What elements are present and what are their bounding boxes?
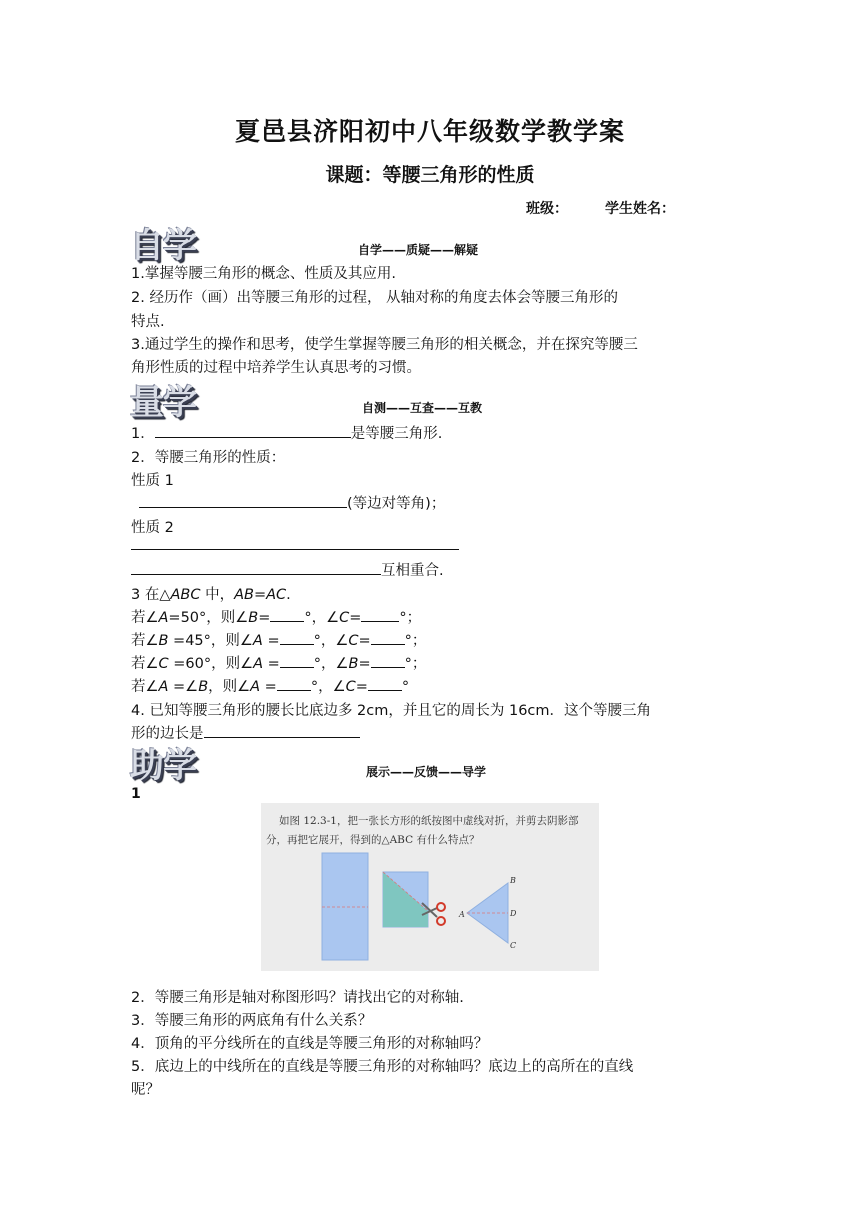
triangle-name: ABC (170, 587, 201, 603)
answer-blank[interactable] (371, 630, 405, 645)
property-1-text: (等边对等角)； (347, 496, 446, 512)
label-A: A (459, 910, 465, 919)
answer-blank[interactable] (155, 423, 351, 438)
answer-blank[interactable] (280, 630, 314, 645)
question-item-5-cont: 呢？ (131, 1082, 160, 1098)
angle-problem-2: 若∠B =45°，则∠A = °，∠C= °； (131, 629, 426, 650)
objective-line-5: 角形性质的过程中培养学生认真思考的习惯。 (131, 360, 421, 376)
section-heading-2: 自测——互查——互教 (362, 401, 483, 415)
question-item-4: 4．顶角的平分线所在的直线是等腰三角形的对称轴吗？ (131, 1036, 489, 1052)
question-3-text: 3 在△ (131, 587, 171, 603)
question-4-line-1: 4. 已知等腰三角形的腰长比底边多 2cm，并且它的周长为 16cm．这个等腰三角 (131, 703, 652, 719)
property-1-line (131, 492, 445, 513)
objective-line-1: 1.掌握等腰三角形的概念、性质及其应用. (131, 266, 396, 282)
label-D: D (510, 909, 517, 918)
page-title: 夏邑县济阳初中八年级数学教学案 (234, 117, 625, 146)
question-1-text: 是等腰三角形. (350, 426, 443, 442)
question-item-2: 2．等腰三角形是轴对称图形吗？请找出它的对称轴. (131, 990, 464, 1006)
figure-drawing (261, 803, 599, 971)
answer-blank[interactable] (139, 493, 347, 508)
figure-caption-2: 分，再把它展开，得到的△ABC 有什么特点？ (266, 834, 480, 846)
answer-blank[interactable] (131, 560, 381, 575)
item-number-1: 1 (131, 786, 141, 802)
question-3-text: 中， (200, 587, 235, 603)
question-1 (131, 422, 442, 443)
property-2-line (131, 559, 444, 580)
answer-blank[interactable] (368, 676, 402, 691)
lesson-topic: 课题：等腰三角形的性质 (325, 164, 535, 186)
section-heading-3: 展示——反馈——导学 (366, 765, 487, 779)
objective-line-4: 3.通过学生的操作和思考，使学生掌握等腰三角形的相关概念，并在探究等腰三 (131, 337, 638, 353)
question-3 (131, 583, 291, 604)
question-item-5: 5．底边上的中线所在的直线是等腰三角形的对称轴吗？底边上的高所在的直线 (131, 1059, 634, 1075)
property-2-text: 互相重合. (381, 563, 444, 579)
student-name-label: 学生姓名： (605, 201, 675, 217)
question-3-text: . (286, 587, 291, 603)
angle-problem-3: 若∠C =60°，则∠A = °，∠B= °； (131, 652, 426, 673)
angle-problem-1: 若∠A=50°，则∠B= °，∠C= °； (131, 606, 421, 627)
answer-blank[interactable] (361, 607, 399, 622)
answer-blank[interactable] (204, 723, 360, 738)
answer-blank[interactable] (280, 653, 314, 668)
section-banner-zixue: 自学 (130, 226, 196, 266)
label-C: C (510, 941, 517, 950)
label-B: B (510, 876, 516, 885)
objective-line-2: 2. 经历作（画）出等腰三角形的过程， 从轴对称的角度去体会等腰三角形的 (131, 290, 619, 306)
answer-blank[interactable] (371, 653, 405, 668)
equal-sides: AB=AC (234, 587, 287, 603)
section-banner-zhuxue: 助学 (130, 746, 196, 786)
figure-caption-1: 如图 12.3-1，把一张长方形的纸按图中虚线对折，并剪去阴影部 (279, 815, 579, 827)
question-item-3: 3．等腰三角形的两底角有什么关系？ (131, 1013, 373, 1029)
paper-folding-figure (261, 803, 599, 971)
question-1-number: 1． (131, 426, 155, 442)
angle-problem-4: 若∠A =∠B，则∠A = °，∠C= ° (131, 675, 409, 696)
section-heading-1: 自学——质疑——解疑 (358, 243, 479, 257)
section-banner-liangxue: 量学 (130, 383, 196, 423)
property-1-label: 性质 1 (131, 473, 174, 489)
paper-rectangle (322, 853, 368, 960)
property-2-label: 性质 2 (131, 520, 174, 536)
question-4-text: 形的边长是 (131, 726, 204, 742)
answer-blank-line[interactable] (131, 549, 459, 550)
question-2: 2．等腰三角形的性质： (131, 450, 286, 466)
objective-line-3: 特点. (131, 314, 165, 330)
class-label: 班级： (526, 201, 568, 217)
answer-blank[interactable] (277, 676, 311, 691)
answer-blank[interactable] (270, 607, 304, 622)
